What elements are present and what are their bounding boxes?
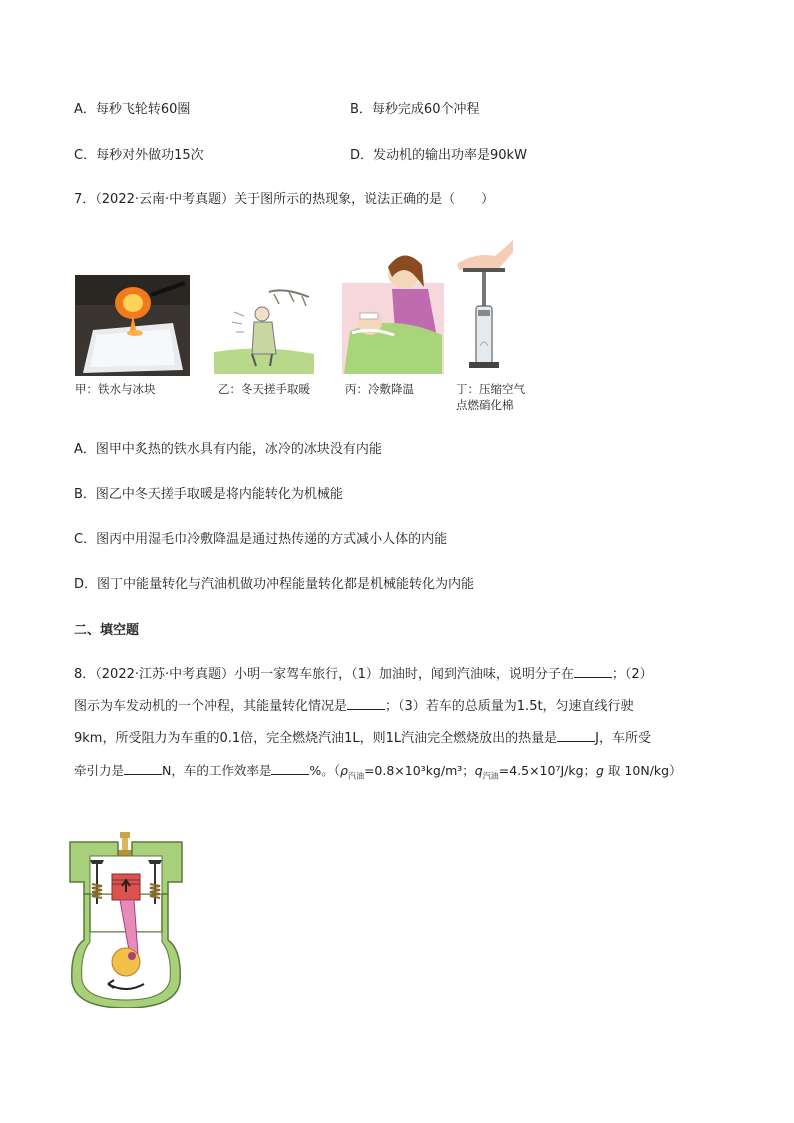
section-title: 二、填空题: [74, 623, 140, 638]
caption-ding: 丁：压缩空气点燃硝化棉: [456, 382, 525, 412]
answer-blank: [271, 762, 309, 775]
q8-text: 图示为车发动机的一个冲程，其能量转化情况是: [74, 699, 348, 714]
figure-iron-ice: [75, 275, 190, 376]
q8-text: ；（3）若车的总质量为1.5t，匀速直线行驶: [385, 699, 634, 714]
caption-jia: 甲：铁水与冰块: [75, 382, 156, 396]
subscript-gasoline: 汽油: [482, 771, 499, 781]
symbol-rho: ρ: [340, 763, 348, 778]
density-value: =0.8×10³kg/m³；: [363, 763, 475, 778]
caption-bing: 丙：冷敷降温: [345, 382, 414, 396]
answer-blank: [557, 729, 595, 742]
q6-option-d: D．发动机的输出功率是90kW: [350, 148, 527, 163]
q8-line-2: [74, 697, 634, 717]
answer-blank: [574, 665, 612, 678]
caption-yi: 乙：冬天搓手取暖: [218, 382, 310, 396]
q7-option-a: A．图甲中炙热的铁水具有内能，冰冷的冰块没有内能: [74, 442, 382, 457]
figure-rub-hands: [214, 282, 314, 374]
q8-text: 9km，所受阻力为车重的0.1倍，完全燃烧汽油1L，则1L汽油完全燃烧放出的热量是: [74, 731, 558, 746]
q8-text: %。（: [309, 763, 341, 778]
q8-text: 8．（2022·江苏·中考真题）小明一家驾车旅行，（1）加油时，闻到汽油味，说明分子在: [74, 667, 574, 682]
figure-compress-air: [455, 238, 515, 374]
q8-line-4: [74, 761, 682, 787]
q8-text: 牵引力是: [74, 763, 125, 778]
q8-line-1: [74, 665, 653, 685]
q7-stem: 7．（2022·云南·中考真题）关于图所示的热现象，说法正确的是（ ）: [74, 192, 495, 207]
gravity-value: 取 10N/kg）: [603, 763, 682, 778]
answer-blank: [124, 762, 162, 775]
q7-option-c: C．图丙中用湿毛巾冷敷降温是通过热传递的方式减小人体的内能: [74, 532, 448, 547]
q8-text: N，车的工作效率是: [162, 763, 272, 778]
q6-option-a: A．每秒飞轮转60圈: [74, 102, 191, 117]
symbol-q: q: [474, 763, 483, 778]
q8-line-3: [74, 729, 651, 749]
q6-option-c: C．每秒对外做功15次: [74, 148, 204, 163]
engine-stroke-diagram: [68, 832, 184, 1008]
q7-option-b: B．图乙中冬天搓手取暖是将内能转化为机械能: [74, 487, 343, 502]
symbol-g: g: [596, 763, 604, 778]
q6-option-b: B．每秒完成60个冲程: [350, 102, 480, 117]
q8-text: J，车所受: [595, 731, 652, 746]
answer-blank: [347, 697, 385, 710]
q7-option-d: D．图丁中能量转化与汽油机做功冲程能量转化都是机械能转化为内能: [74, 577, 475, 592]
subscript-gasoline: 汽油: [347, 771, 364, 781]
q8-text: ；（2）: [611, 667, 653, 682]
heat-value: =4.5×10⁷J/kg；: [498, 763, 597, 778]
figure-cold-compress: [342, 243, 444, 374]
